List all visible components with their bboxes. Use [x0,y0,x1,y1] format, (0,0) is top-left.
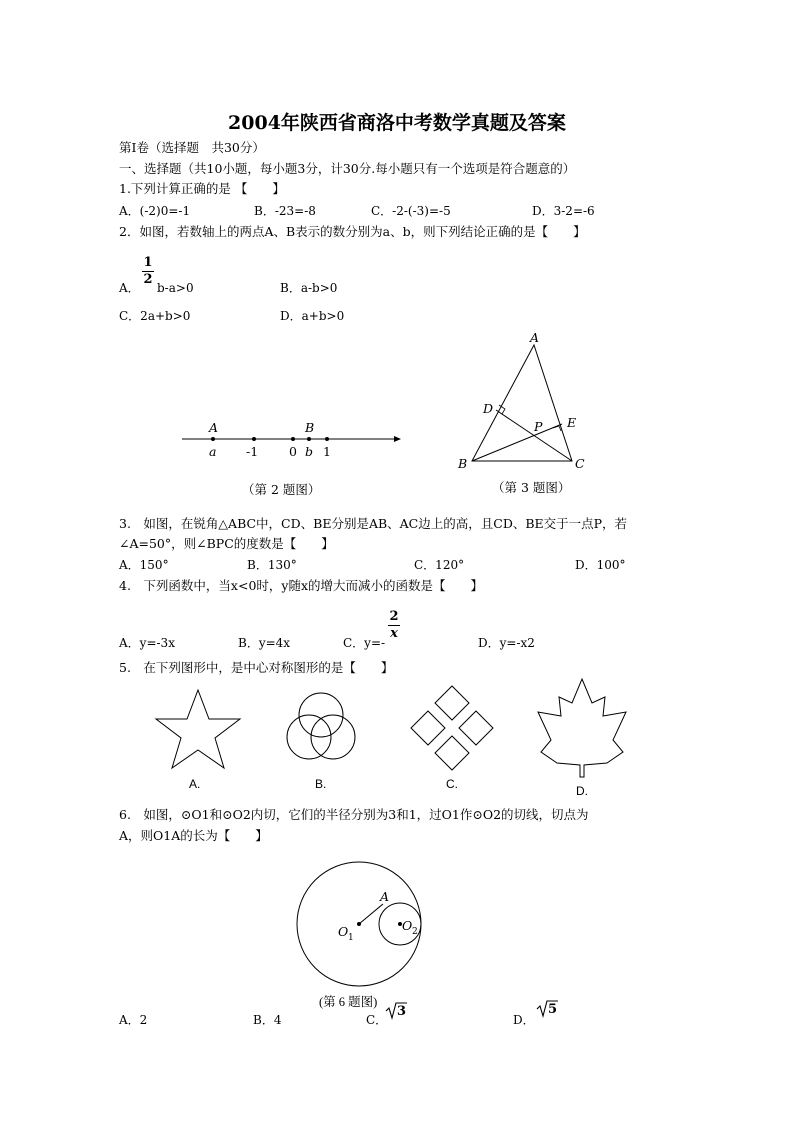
fraction-numerator: 1 [143,255,153,270]
q1-option-d: D．3-2=-6 [532,204,595,218]
q1-option-c: C．-2-(-3)=-5 [371,204,451,218]
label-o2: O [402,918,413,933]
question-1-stem: 1.下列计算正确的是 【 】 [119,181,285,196]
fraction-denominator: x [390,626,398,641]
page-title: 2004年陕西省商洛中考数学真题及答案 [228,112,566,134]
question-3-stem-line-2: ∠A=50°，则∠BPC的度数是【 】 [119,536,334,551]
q3-option-d: D．100° [575,558,626,572]
q4-option-c: C．y=- [343,636,386,650]
label-zero: 0 [289,444,297,459]
q2-option-a-text: b-a>0 [157,281,194,295]
q6-option-d: D． [513,1013,535,1027]
q1-option-b: B．-23=-8 [254,204,316,218]
label-a-lower: a [209,444,217,459]
q1-option-a: A．(-2)0=-1 [119,204,191,218]
label-minus-1: -1 [246,444,259,459]
q6-root-5: 5 [548,1002,558,1017]
q4-option-b: B．y=4x [238,636,291,650]
label-vertex-b: B [458,456,468,471]
label-vertex-a: A [530,330,540,345]
q6-option-a: A．2 [119,1013,148,1027]
label-vertex-c: C [575,456,585,471]
figure-3-caption: （第 3 题图） [492,480,571,495]
fraction-numerator: 2 [389,609,399,624]
shape-label-b: B. [315,777,327,791]
q3-option-c: C．120° [414,558,465,572]
label-one: 1 [323,444,331,459]
question-5-stem: 5. 在下列图形中，是中心对称图形的是【 】 [119,660,394,675]
label-point-p: P [534,419,543,434]
label-a-upper: A [209,420,219,435]
shape-label-a: A. [189,777,201,791]
question-2-stem: 2．如图，若数轴上的两点A、B表示的数分别为a、b，则下列结论正确的是【 】 [119,224,586,239]
q2-option-d: D．a+b>0 [280,309,345,323]
question-3-stem-line-1: 3. 如图，在锐角△ABC中，CD、BE分别是AB、AC边上的高，且CD、BE交于一点P，若 [119,516,628,531]
q4-option-a: A．y=-3x [119,636,175,650]
section-header: 第Ⅰ卷（选择题 共30分） [119,140,265,155]
fraction-denominator: 2 [143,272,153,287]
question-6-stem-line-1: 6. 如图，⊙O1和⊙O2内切，它们的半径分别为3和1，过O1作⊙O2的切线，切点为 [119,807,589,822]
label-o2-subscript: 2 [412,927,418,937]
question-6-stem-line-2: A，则O1A的长为【 】 [119,828,268,843]
figure-2-caption: （第 2 题图） [242,482,321,497]
shape-label-d: D. [576,784,588,798]
q6-option-b: B．4 [253,1013,282,1027]
q6-option-c: C． [366,1013,388,1027]
q2-option-c: C．2a+b>0 [119,309,191,323]
label-o1-subscript: 1 [348,933,354,943]
q2-option-b: B．a-b>0 [280,281,338,295]
q3-option-a: A．150° [119,558,169,572]
question-4-stem: 4. 下列函数中，当x<0时，y随x的增大而减小的函数是【 】 [119,578,484,593]
q3-option-b: B．130° [247,558,297,572]
shape-label-c: C. [446,777,458,791]
q4-option-d: D．y=-x2 [478,636,535,650]
q2-option-a-label: A． [119,281,140,295]
q6-root-3: 3 [397,1004,407,1019]
label-b-lower: b [305,444,314,459]
label-b-upper: B [305,420,315,435]
figure-6-caption: (第 6 题图) [319,995,378,1009]
label-o1: O [338,924,349,939]
label-point-a: A [380,889,390,904]
label-vertex-d: D [483,401,494,416]
label-vertex-e: E [567,415,577,430]
instructions: 一、选择题（共10小题，每小题3分，计30分.每小题只有一个选项是符合题意的） [119,161,576,176]
